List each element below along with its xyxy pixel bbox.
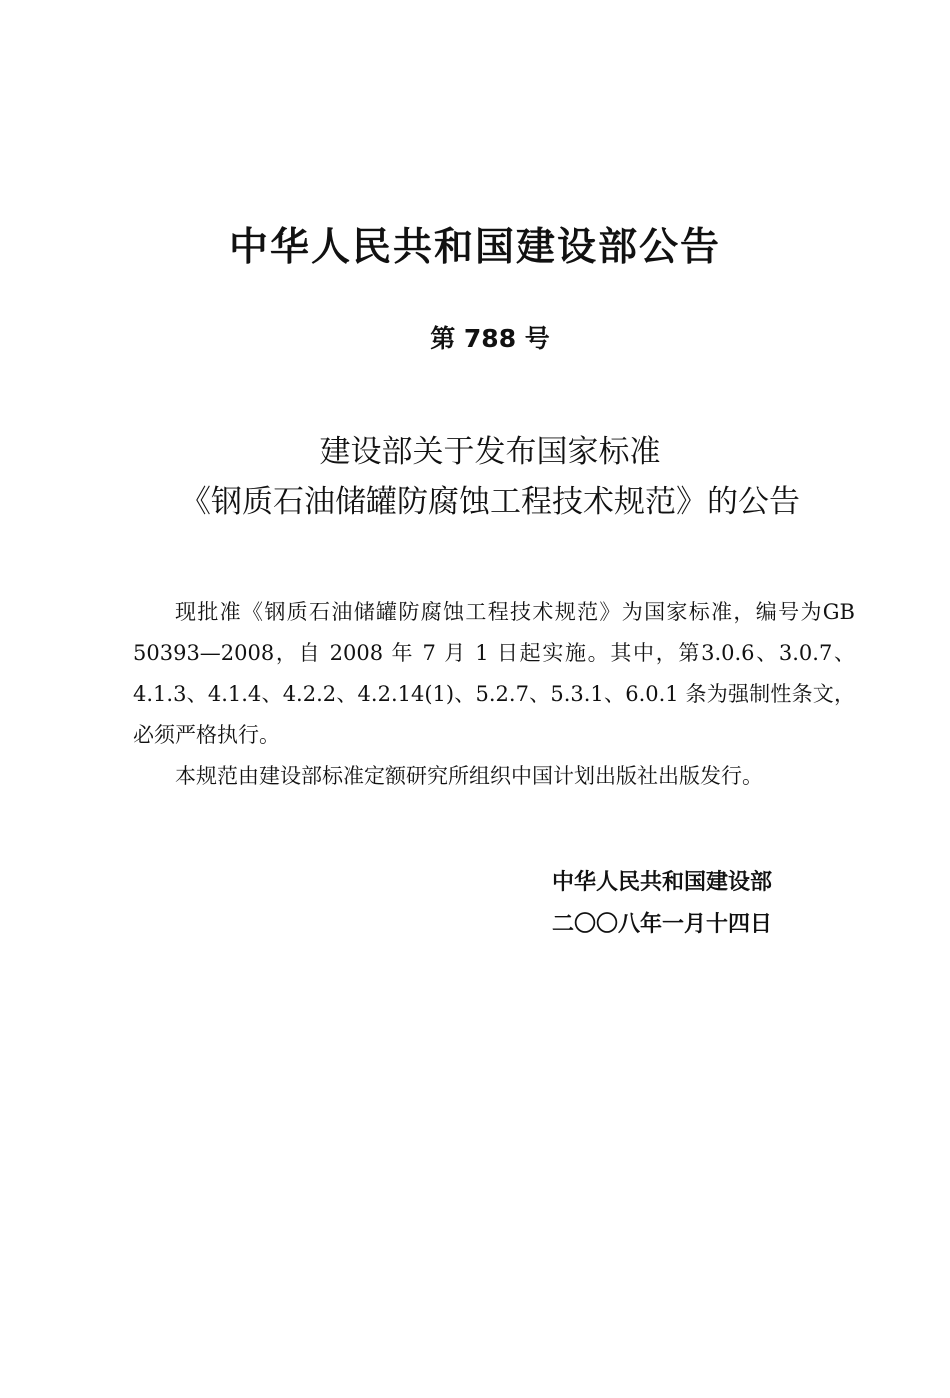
issue-date: 二〇〇八年一月十四日 [552, 912, 773, 937]
announcement-body [133, 592, 855, 797]
issuer-name: 中华人民共和国建设部 [552, 870, 773, 895]
body-paragraph-publication: 本规范由建设部标准定额研究所组织中国计划出版社出版发行。 [175, 764, 763, 788]
body-paragraph-approval: 现批准《钢质石油储罐防腐蚀工程技术规范》为国家标准，编号为GB 50393—2008，自 2008 年 7 月 1 日起实施。其中，第3.0.6、3.0.7、4.1.3、4.1.4、4.2.2、4.2.14(1)、5.2.7、5.3.1、6.0.1 条为强制性条文，必须严格执行。 [133, 600, 855, 747]
signature-block [552, 862, 772, 946]
announcement-subtitle-line1: 建设部关于发布国家标准 [319, 434, 661, 470]
announcement-number: 第 788 号 [430, 324, 550, 353]
announcement-title: 中华人民共和国建设部公告 [228, 225, 721, 270]
announcement-subtitle-line2: 《钢质石油储罐防腐蚀工程技术规范》的公告 [180, 484, 800, 520]
